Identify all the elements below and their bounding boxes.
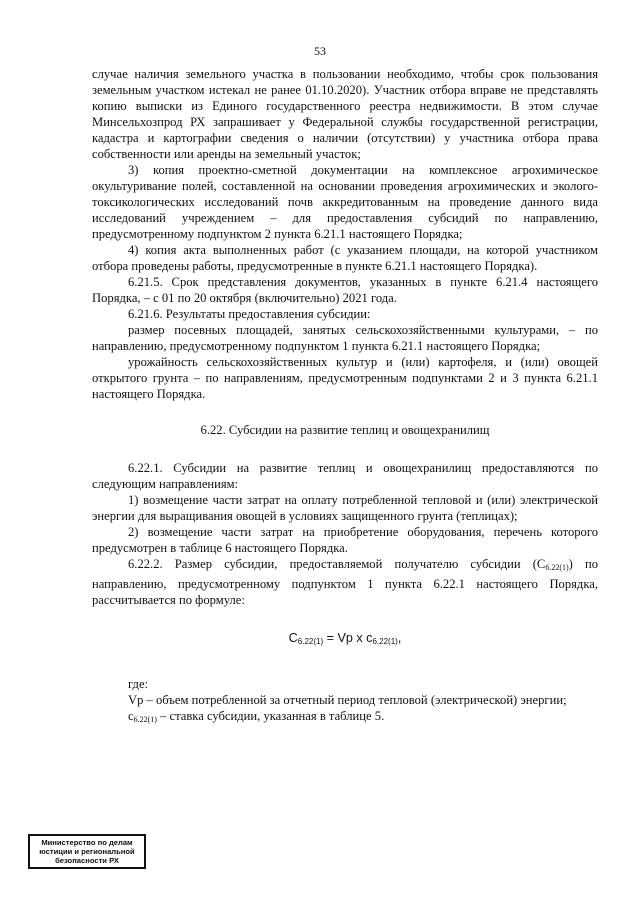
stamp-line: Министерство по делам [41,838,133,847]
paragraph: Vp – объем потребленной за отчетный период тепловой (электрической) энергии; [128,693,567,707]
stamp-line: безопасности РХ [55,856,119,865]
subscript: 6.22(1) [133,715,157,724]
paragraph: 3) копия проектно-сметной документации на комплексное агрохимическое окультуривание полей, составленной на основании проведения агрохимических и эколого-токсикологических исследований почв аккредитованным на проведение данного вида исследований учреждением – для предоставления субсидий по направлению, предусмотренному подпунктом 2 пункта 6.21.1 настоящего Порядка; [92,163,598,241]
formula-text: = Vp x c [323,631,373,645]
paragraph: 4) копия акта выполненных работ (с указанием площади, на которой участником отбора проведены работы, предусмотренные в пункте 6.21.1 настоящего Порядка). [92,243,598,273]
paragraph-text: – ставка субсидии, указанная в таблице 5. [156,709,385,723]
paragraph: 6.22.1. Субсидии на развитие теплиц и овощехранилищ предоставляются по следующим направлениям: [92,461,598,491]
paragraph-text: ) по направлению, предусмотренному подпунктом 1 пункта 6.22.1 настоящего Порядка, рассчитывается по формуле: [92,557,598,607]
paragraph: где: [128,677,149,691]
paragraph: урожайность сельскохозяйственных культур и (или) картофеля, и (или) овощей открытого грунта – по направлениям, предусмотренным подпунктами 2 и 3 пункта 6.21.1 настоящего Порядка. [92,355,598,401]
paragraph: 6.21.5. Срок представления документов, указанных в пункте 6.21.4 настоящего Порядка, – с 01 по 20 октября (включительно) 2021 года. [92,275,598,305]
formula-symbol: C [288,631,298,645]
ministry-stamp [28,834,146,869]
paragraph: 6.21.6. Результаты предоставления субсидии: [128,307,371,321]
subscript: 6.22(1) [297,637,324,646]
stamp-line: юстиции и региональной [39,847,135,856]
section-heading: 6.22. Субсидии на развитие теплиц и овощехранилищ [200,423,490,437]
paragraph: случае наличия земельного участка в пользовании необходимо, чтобы срок пользования земельным участком истекал не ранее 01.10.2020). Участник отбора вправе не представлять копию выписки из Единого государственного реестра недвижимости. В этом случае Минсельхозпрод РХ запрашивает у Федеральной службы государственной регистрации, кадастра и картографии сведения о наличии (отсутствии) у участника отбора права собственности или аренды на земельный участок; [92,67,598,161]
subscript: 6.22(1) [545,563,569,572]
paragraph: размер посевных площадей, занятых сельскохозяйственными культурами, – по направлению, предусмотренному подпунктом 1 пункта 6.21.1 настоящего Порядка; [92,323,598,353]
formula-symbol: c [128,709,134,723]
subscript: 6.22(1) [372,637,398,646]
paragraph [92,708,598,728]
paragraph: 2) возмещение части затрат на приобретение оборудования, перечень которого предусмотрен в таблице 6 настоящего Порядка. [92,525,598,555]
paragraph [92,556,598,608]
formula [92,630,598,650]
paragraph: 1) возмещение части затрат на оплату потребленной тепловой и (или) электрической энергии для выращивания овощей в условиях защищенного грунта (теплицах); [92,493,598,523]
paragraph-text: 6.22.2. Размер субсидии, предоставляемой получателю субсидии (C [128,557,546,571]
formula-text: , [397,631,402,645]
page-number: 53 [314,44,326,58]
document-body [92,66,598,728]
